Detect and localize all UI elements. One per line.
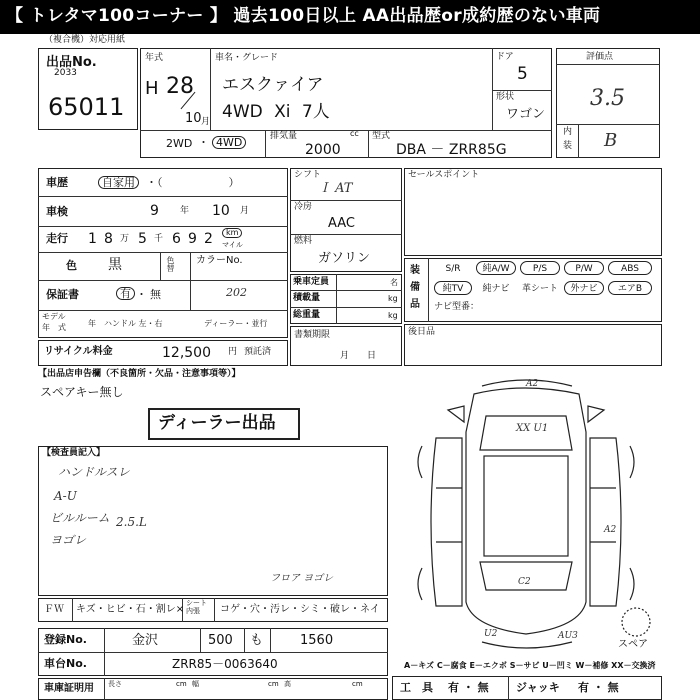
capacity-weight-unit: kg: [388, 311, 398, 320]
doors-label: ドア: [496, 52, 514, 62]
cert-col: cm: [268, 680, 279, 688]
sales-point-box: [404, 168, 662, 256]
car-grade: 4WD Xi 7人: [222, 102, 330, 122]
inspection-month-unit: 月: [240, 206, 250, 216]
interior-label-2: 装: [563, 141, 573, 151]
sales-point-label: セールスポイント: [408, 170, 480, 180]
equip-ps: P/S: [520, 261, 560, 275]
mileage-digit: 8: [104, 231, 113, 247]
declaration-label: 【出品店申告欄（不良箇所・欠品・注意事項等）】: [38, 369, 241, 379]
warranty-sep: ・: [136, 288, 147, 301]
attached-box: [404, 324, 662, 366]
mileage-digit: 5: [138, 231, 147, 247]
warranty-yes: 有: [116, 287, 135, 300]
engine-value: 2000: [305, 142, 341, 158]
fuel-label: 燃料: [294, 236, 313, 246]
color-value: 黒: [108, 257, 122, 273]
model-type-label-2: 年 式: [42, 323, 66, 332]
fw-seat-items: コゲ・穴・汚レ・シミ・破レ・ネイ: [220, 604, 380, 615]
registration-class: 500: [208, 633, 233, 648]
inspector-line: フロア ヨゴレ: [270, 573, 334, 584]
damage-code: A2: [604, 525, 617, 535]
year-value: 28: [166, 74, 194, 99]
capacity-riders-unit: 名: [390, 278, 398, 287]
engine-unit: cc: [350, 129, 359, 138]
capacity-load: 積載量: [293, 293, 321, 303]
drive-2wd: 2WD: [166, 137, 193, 150]
model-type-label-1: モデル: [42, 312, 66, 321]
model-type-handle: ハンドル 左・右: [104, 319, 163, 328]
equip-abs: ABS: [608, 261, 652, 275]
capacity-weight: 総重量: [293, 310, 321, 320]
lot-code: 2033: [54, 68, 77, 78]
mileage-digit: 1: [88, 231, 97, 247]
lot-number: 65011: [48, 93, 125, 121]
cert-label: 車庫証明用: [44, 683, 94, 694]
history-value: 自家用: [98, 176, 139, 189]
color-change-label: 色替: [166, 256, 175, 272]
inspection-label: 車検: [46, 205, 68, 218]
fw-seat-label: シート 内張: [186, 599, 207, 615]
cert-col: cm: [176, 680, 187, 688]
fw-items: キズ・ヒビ・石・割レ×: [76, 604, 185, 615]
year-label: 年式: [145, 53, 164, 63]
mileage-unit-sen: 千: [154, 234, 164, 244]
damage-legend: A－キズ C－腐食 E－エクボ S－サビ U－凹ミ W－補修 XX－交換済: [404, 661, 656, 670]
year-era: H: [145, 78, 159, 99]
inspector-line: A-U: [54, 489, 77, 503]
car-name: エスクァイア: [222, 75, 324, 95]
mileage-digit: 6: [172, 231, 181, 247]
equip-ext-navi: 外ナビ: [564, 281, 604, 295]
mileage-unit-mile: マイル: [222, 241, 243, 249]
mileage-unit-man: 万: [120, 234, 130, 244]
registration-kana: も: [250, 633, 264, 648]
cert-col: cm: [352, 680, 363, 688]
equipment-label-3: 品: [410, 299, 420, 310]
equip-sr: S/R: [445, 264, 461, 274]
subnote: （複合機）対応用紙: [44, 35, 126, 45]
recycle-label: リサイクル料金: [44, 346, 113, 357]
equip-aw: 純A/W: [476, 261, 516, 275]
attached-label: 後日品: [408, 327, 436, 337]
body-shape-value: ワゴン: [506, 107, 546, 122]
damage-code: A2: [526, 379, 539, 389]
model-value: DBA － ZRR85G: [396, 142, 507, 158]
mileage-digit: 9: [188, 231, 197, 247]
recycle-value: 12,500: [162, 345, 211, 361]
tools-value: 有 ・ 無: [448, 681, 489, 694]
car-name-label: 車名・グレード: [215, 53, 279, 63]
interior-value: B: [604, 130, 618, 151]
equipment-navi-model: ナビ型番：: [434, 302, 480, 312]
spare-label: スペア: [618, 639, 648, 650]
inspection-year-unit: 年: [180, 206, 190, 216]
deadline-label: 書類期限: [294, 330, 331, 340]
tools-label: 工 具: [400, 681, 433, 694]
equip-leather: 革シート: [521, 284, 558, 294]
cert-col: 高: [284, 680, 291, 688]
damage-code: U2: [484, 629, 498, 639]
damage-code: C2: [518, 577, 531, 587]
equip-pw: P/W: [564, 261, 604, 275]
capacity-riders: 乗車定員: [293, 277, 330, 287]
warranty-label: 保証書: [46, 288, 79, 301]
dealer-stamp-text: ディーラー出品: [158, 413, 276, 433]
color-label: 色: [66, 259, 77, 272]
registration-label: 登録No.: [44, 633, 87, 646]
recycle-note: 預託済: [244, 347, 272, 357]
ac-value: AAC: [328, 216, 355, 231]
banner-text: 【 トレタマ100コーナー 】 過去100日以上 AA出品歴or成約歴のない車両: [6, 6, 601, 26]
equipment-label-2: 備: [410, 282, 420, 293]
deadline-unit: 月 日: [340, 351, 377, 361]
model-type-dealer: ディーラー・並行: [204, 319, 268, 328]
color-code-label: カラーNo.: [196, 255, 243, 266]
inspector-line: ヨゴレ: [50, 533, 87, 547]
year-month-unit: 月: [201, 117, 211, 127]
chassis-label: 車台No.: [44, 657, 87, 670]
warranty-no: 無: [150, 288, 161, 301]
registration-number: 1560: [300, 633, 334, 648]
inspector-label: 【検査員記入】: [42, 448, 106, 458]
interior-label-1: 内: [563, 127, 573, 137]
inspector-line: ハンドルスレ: [58, 465, 130, 479]
shift-value: Ｉ AT: [318, 181, 353, 196]
ac-label: 冷房: [294, 202, 313, 212]
shift-label: シフト: [294, 170, 322, 180]
details-box: [38, 168, 288, 338]
damage-code: AU3: [558, 631, 578, 641]
declaration-note: スペアキー無し: [40, 385, 124, 399]
history-label: 車歴: [46, 176, 68, 189]
equipment-label-1: 装: [410, 265, 420, 276]
registration-city: 金沢: [132, 633, 159, 648]
equip-navi: 純ナビ: [482, 284, 510, 294]
jack-value: 有 ・ 無: [578, 681, 619, 694]
equip-airbag: エアB: [608, 281, 652, 295]
drive-4wd: 4WD: [212, 136, 246, 149]
color-code-value: 202: [226, 286, 247, 299]
model-type-unit: 年: [88, 319, 96, 328]
inspector-line: ビルルーム: [50, 511, 110, 525]
mileage-label: 走行: [46, 232, 68, 245]
doors-value: 5: [517, 64, 528, 84]
car-diagram: [404, 372, 674, 658]
engine-label: 排気量: [270, 131, 298, 141]
cert-col: 幅: [192, 680, 199, 688]
equip-tv: 純TV: [434, 281, 472, 295]
rating-label: 評価点: [586, 52, 614, 62]
inspection-year: 9: [150, 203, 159, 219]
cert-col: 長さ: [108, 680, 122, 688]
chassis-value: ZRR85－0063640: [172, 657, 278, 671]
model-label: 型式: [372, 131, 391, 141]
body-shape-label: 形状: [496, 92, 515, 102]
recycle-unit: 円: [228, 347, 238, 357]
jack-label: ジャッキ: [516, 681, 560, 694]
inspector-num: 2.5.L: [116, 515, 147, 529]
damage-code: XX U1: [516, 423, 549, 434]
rating-value: 3.5: [590, 86, 625, 111]
inspection-month: 10: [212, 203, 230, 219]
fuel-value: ガソリン: [318, 251, 371, 266]
mileage-unit-km: km: [222, 228, 242, 238]
lot-label: 出品No.: [46, 55, 97, 70]
history-rest: ・（ ）: [146, 176, 240, 189]
drive-dot: ・: [198, 136, 209, 149]
fw-label: ＦＷ: [44, 604, 64, 615]
capacity-load-unit: kg: [388, 294, 398, 303]
year-month: 10: [185, 111, 202, 126]
mileage-digit: 2: [204, 231, 213, 247]
